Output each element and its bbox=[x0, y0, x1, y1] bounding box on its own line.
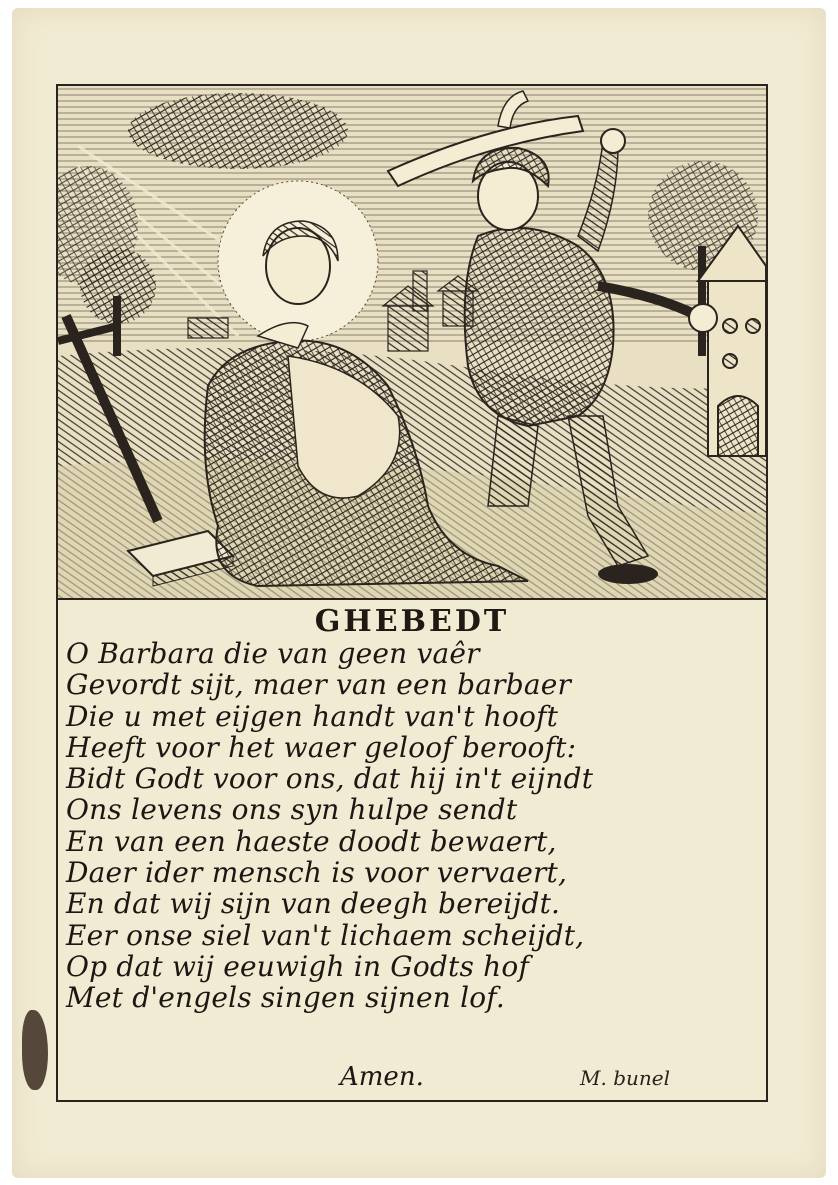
verse-line: Die u met eijgen handt van't hooft bbox=[66, 699, 559, 733]
prayer-heading: GHEBEDT bbox=[314, 604, 510, 639]
engraver-signature: M. bunel bbox=[580, 1066, 670, 1090]
verse-line: En van een haeste doodt bewaert, bbox=[66, 824, 557, 858]
verse-line: Bidt Godt voor ons, dat hij in't eijndt bbox=[66, 762, 594, 796]
verse-line: Heeft voor het waer geloof berooft: bbox=[66, 730, 577, 764]
verse-line: En dat wij sijn van deegh bereijdt. bbox=[66, 887, 561, 921]
prayer-verse bbox=[66, 638, 764, 1014]
verse-line: O Barbara die van geen vaêr bbox=[66, 637, 480, 670]
amen-text: Amen. bbox=[340, 1062, 424, 1092]
verse-line: Gevordt sijt, maer van een barbaer bbox=[66, 668, 572, 702]
engraving-illustration bbox=[58, 86, 766, 600]
engraving-scene bbox=[58, 86, 766, 598]
verse-line: Ons levens ons syn hulpe sendt bbox=[66, 793, 518, 827]
prayer-panel bbox=[58, 600, 766, 1100]
verse-line: Met d'engels singen sijnen lof. bbox=[66, 981, 505, 1015]
verse-line: Daer ider mensch is voor vervaert, bbox=[66, 856, 568, 890]
verse-line: Op dat wij eeuwigh in Godts hof bbox=[66, 949, 530, 983]
verse-line: Eer onse siel van't lichaem scheijdt, bbox=[66, 918, 585, 952]
cloud bbox=[128, 93, 348, 169]
